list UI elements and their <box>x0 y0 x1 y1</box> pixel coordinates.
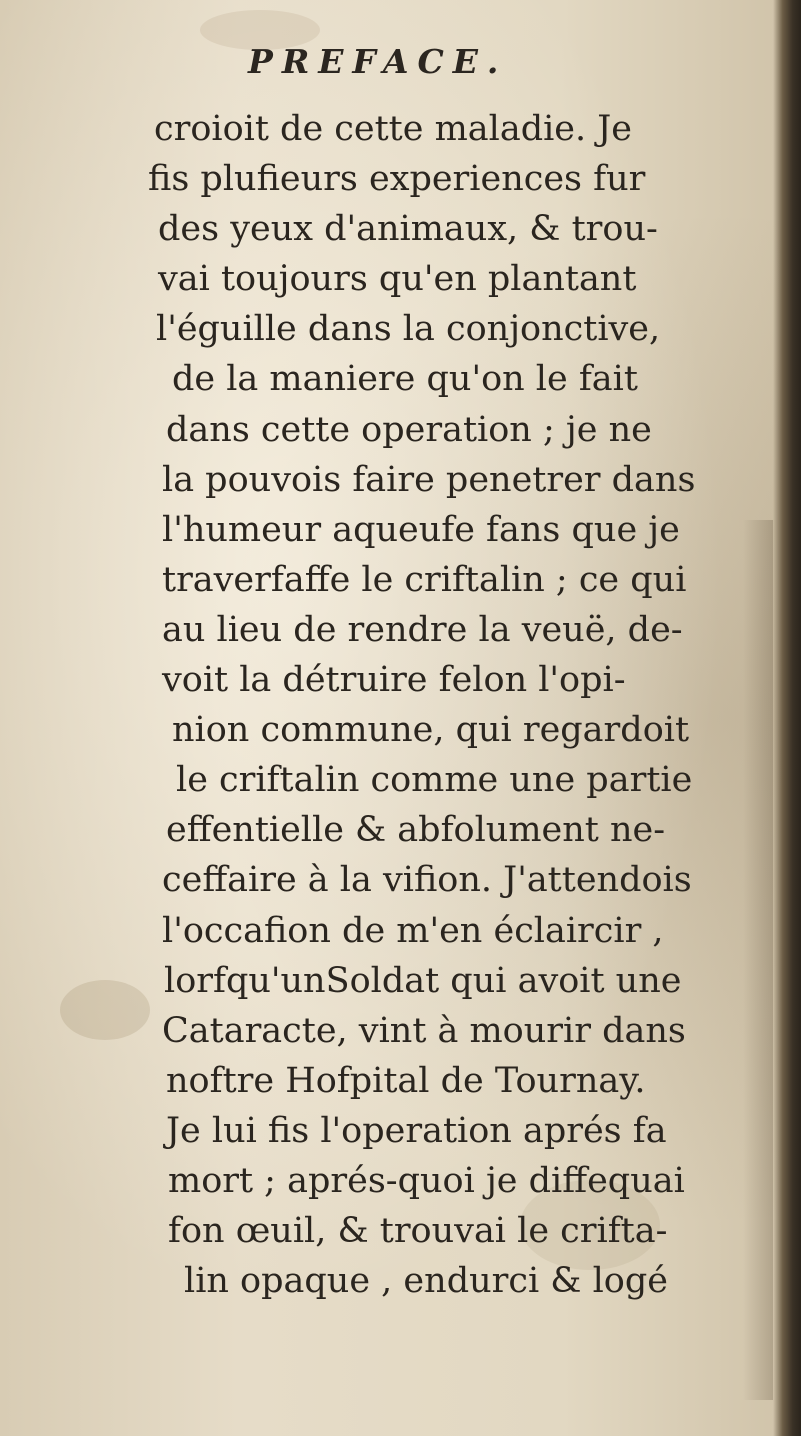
text-line: traverfaffe le criftalin ; ce qui <box>162 559 687 600</box>
text-line: la pouvois faire penetrer dans <box>162 459 696 500</box>
text-line: au lieu de rendre la veuë, de- <box>162 609 683 650</box>
text-line: fis plufieurs experiences fur <box>148 159 646 200</box>
text-line: voit la détruire felon l'opi- <box>162 660 626 701</box>
text-line: de la maniere qu'on le fait <box>172 359 638 400</box>
text-line: fon œuil, & trouvai le crifta- <box>168 1211 668 1252</box>
page-edge <box>773 0 801 1436</box>
text-line: Je lui fis l'operation aprés fa <box>166 1110 667 1151</box>
text-line: vai toujours qu'en plantant <box>158 259 637 300</box>
text-line: nion commune, qui regardoit <box>172 710 690 751</box>
text-line: lin opaque , endurci & logé <box>184 1261 668 1302</box>
body-text <box>146 104 766 1306</box>
running-header: PREFACE. <box>248 42 508 81</box>
text-line: Cataracte, vint à mourir dans <box>162 1010 686 1051</box>
paper-stain <box>60 980 150 1040</box>
text-line: l'humeur aqueufe fans que je <box>162 509 680 550</box>
text-line: noftre Hofpital de Tournay. <box>166 1060 646 1101</box>
text-line: l'éguille dans la conjonctive, <box>156 309 661 350</box>
text-line: lorfqu'unSoldat qui avoit une <box>164 960 682 1001</box>
text-line: mort ; aprés-quoi je diffequai <box>168 1160 685 1201</box>
text-line: croioit de cette maladie. Je <box>154 109 633 149</box>
text-line: dans cette operation ; je ne <box>166 409 652 450</box>
text-line: ceffaire à la vifion. J'attendois <box>162 860 692 901</box>
text-line: l'occafion de m'en éclaircir , <box>162 910 664 951</box>
text-line: des yeux d'animaux, & trou- <box>158 209 658 250</box>
text-line: le criftalin comme une partie <box>176 760 693 801</box>
text-line: effentielle & abfolument ne- <box>166 810 666 851</box>
